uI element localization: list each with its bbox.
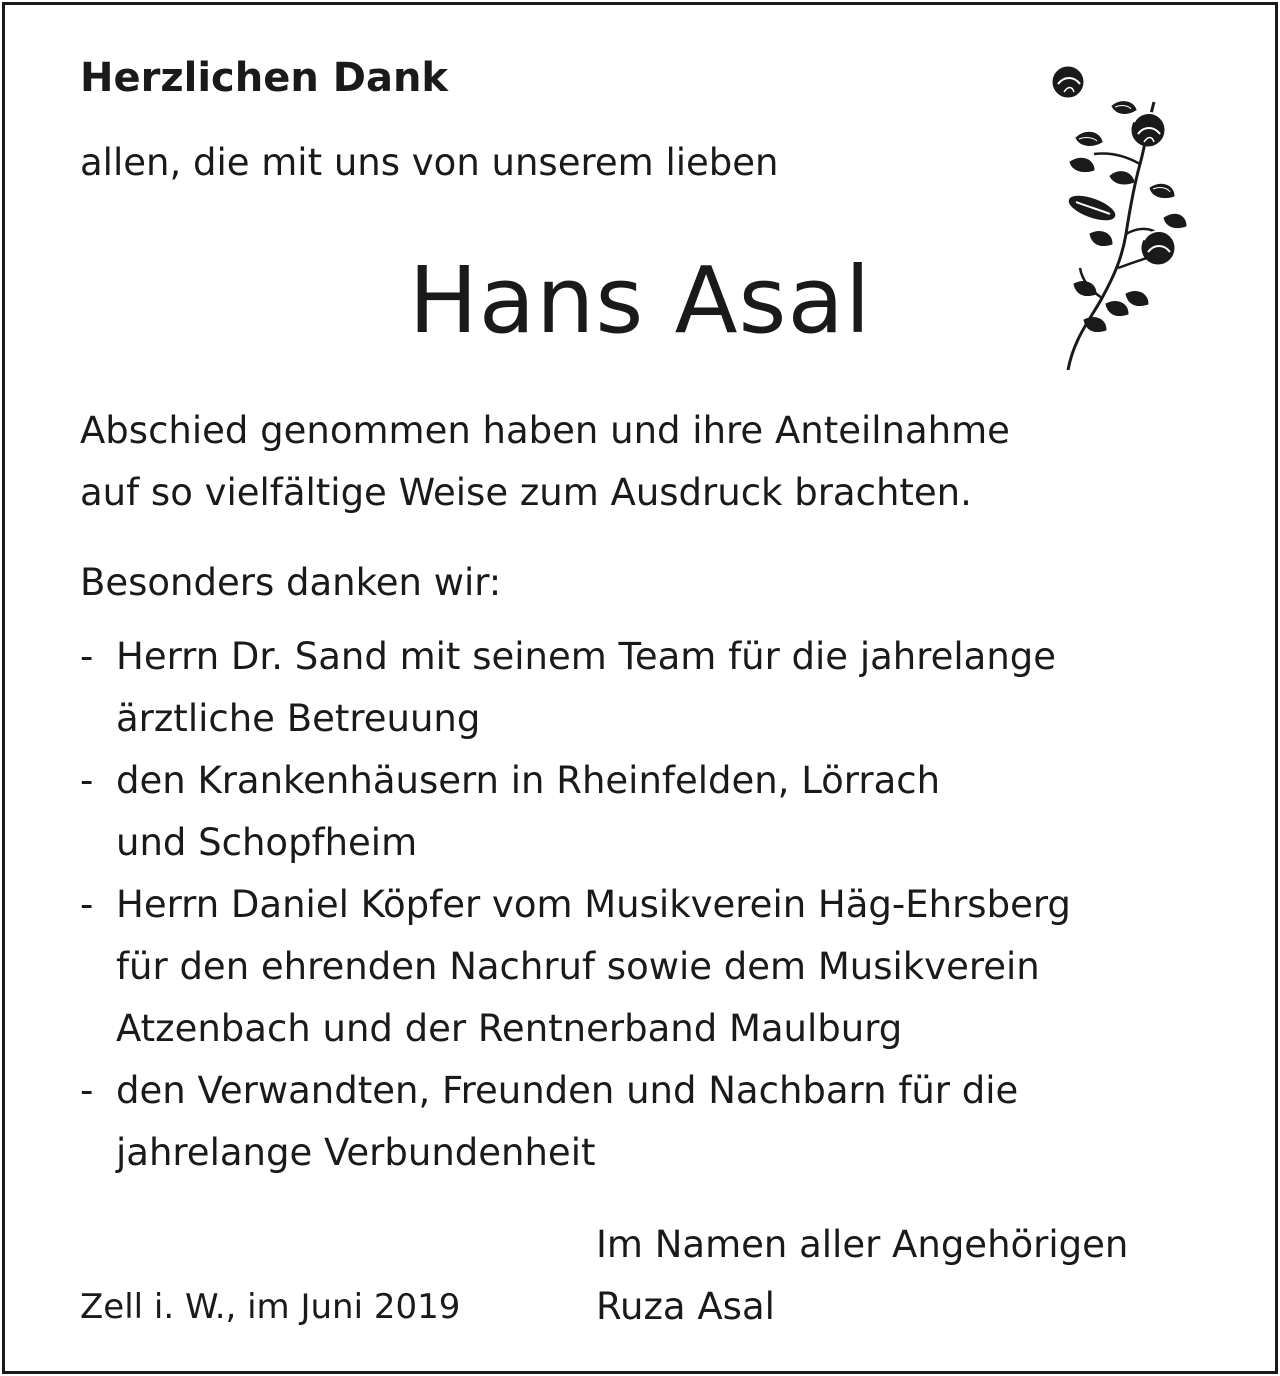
thanks-list <box>80 626 1071 1184</box>
special-thanks-intro: Besonders danken wir: <box>80 561 502 604</box>
list-item <box>80 1060 1071 1184</box>
list-dash: - <box>80 1069 94 1112</box>
list-item <box>80 874 1071 1060</box>
list-item <box>80 626 1071 750</box>
list-item-line: Herrn Dr. Sand mit seinem Team für die jahrelange <box>116 635 1057 678</box>
notice-body <box>80 400 1010 524</box>
list-item-line: Herrn Daniel Köpfer vom Musikverein Häg-Ehrsberg <box>116 883 1071 926</box>
list-item-line: den Verwandten, Freunden und Nachbarn für die <box>116 1069 1019 1112</box>
list-item-line: den Krankenhäusern in Rheinfelden, Lörrach <box>116 759 941 802</box>
list-dash: - <box>80 635 94 678</box>
signoff-line: Im Namen aller Angehörigen <box>596 1223 1129 1266</box>
signoff <box>596 1214 1128 1338</box>
deceased-name: Hans Asal <box>408 247 872 354</box>
list-dash: - <box>80 759 94 802</box>
list-item-line: ärztliche Betreuung <box>116 697 481 740</box>
place-date: Zell i. W., im Juni 2019 <box>80 1287 461 1327</box>
rose-top-icon <box>1053 63 1084 97</box>
notice-intro: allen, die mit uns von unserem lieben <box>80 141 779 184</box>
list-item-line: und Schopfheim <box>116 821 418 864</box>
list-item-line: für den ehrenden Nachruf sowie dem Musikverein <box>116 945 1040 988</box>
body-line: auf so vielfältige Weise zum Ausdruck brachten. <box>80 471 972 514</box>
list-item <box>80 750 1071 874</box>
list-item-line: Atzenbach und der Rentnerband Maulburg <box>116 1007 903 1050</box>
rose-branch-icon <box>1030 58 1200 378</box>
list-dash: - <box>80 883 94 926</box>
list-item-line: jahrelange Verbundenheit <box>116 1131 596 1174</box>
signoff-signer: Ruza Asal <box>596 1285 775 1328</box>
body-line: Abschied genommen haben und ihre Anteilnahme <box>80 409 1010 452</box>
notice-heading: Herzlichen Dank <box>80 55 449 101</box>
